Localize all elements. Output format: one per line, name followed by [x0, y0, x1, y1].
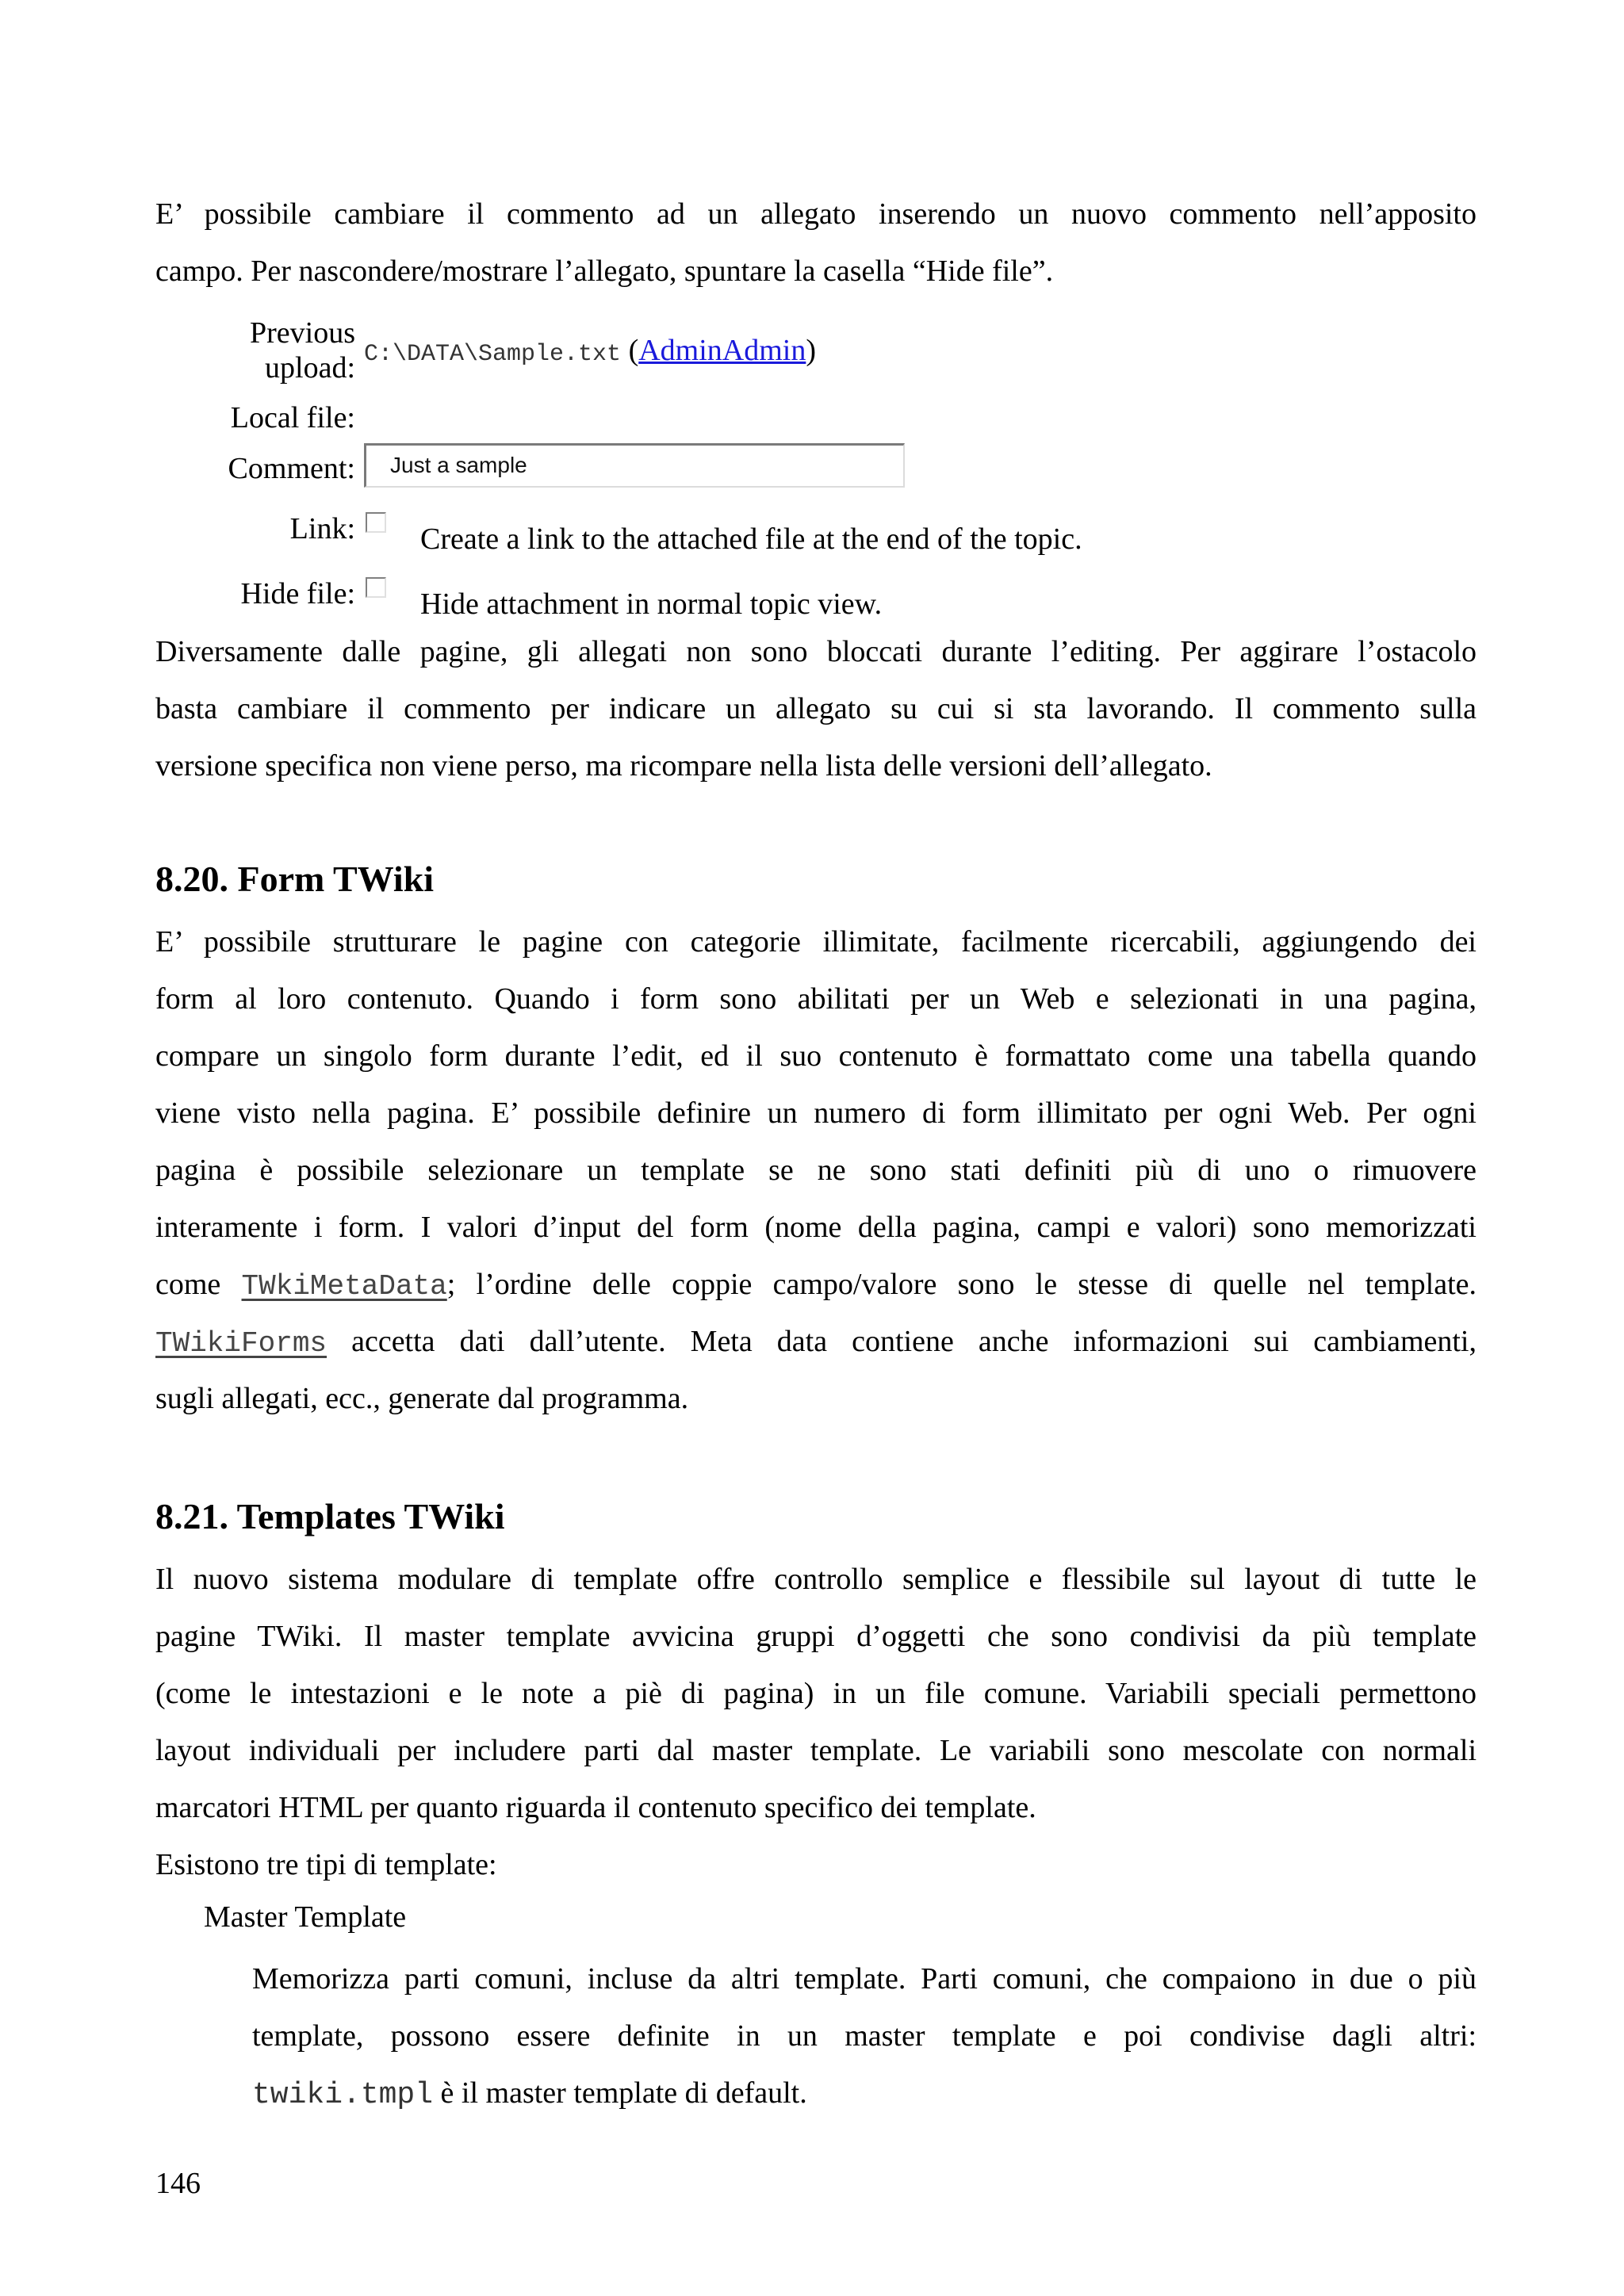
s821-line-2: pagine TWiki. Il master template avvicina gruppi d’oggetti che sono condivisi da più template: [155, 1620, 1477, 1653]
template-types-intro: Esistono tre tipi di template:: [155, 1848, 497, 1881]
hide-file-label: Hide file:: [240, 577, 355, 610]
attachment-locking-paragraph: [155, 623, 1477, 794]
local-file-label: Local file:: [230, 401, 355, 434]
s821-line-5: marcatori HTML per quanto riguarda il contenuto specifico dei template.: [155, 1791, 1036, 1824]
para2-line-2: basta cambiare il commento per indicare un allegato su cui si sta lavorando. Il commento sulla: [155, 692, 1477, 725]
s820-line-6: interamente i form. I valori d’input del form (nome della pagina, campi e valori) sono memorizzati: [155, 1211, 1477, 1244]
s821-line-1: Il nuovo sistema modulare di template offre controllo semplice e flessibile sul layout di tutte le: [155, 1563, 1477, 1596]
s820-line-1: E’ possibile strutturare le pagine con categorie illimitate, facilmente ricercabili, aggiungendo dei: [155, 925, 1477, 959]
hide-file-checkbox[interactable]: [366, 577, 386, 598]
s820-line-4: viene visto nella pagina. E’ possibile definire un numero di form illimitato per ogni Web. Per ogni: [155, 1096, 1477, 1130]
previous-upload-close-paren: ): [806, 334, 816, 367]
previous-upload-label: [250, 316, 355, 385]
twikiforms-link[interactable]: TWikiForms: [155, 1327, 327, 1360]
link-description: Create a link to the attached file at the end of the topic.: [420, 522, 1082, 556]
previous-upload-label-line1: Previous: [250, 316, 355, 350]
intro-line-1: E’ possibile cambiare il commento ad un allegato inserendo un nuovo commento nell’apposito: [155, 197, 1477, 231]
master-template-title: Master Template: [204, 1900, 407, 1934]
s820-line-8-post: accetta dati dall’utente. Meta data contiene anche informazioni sui cambiamenti,: [327, 1325, 1477, 1358]
section-820-heading: 8.20. Form TWiki: [155, 859, 434, 899]
twiki-tmpl-code: twiki.tmpl: [252, 2078, 434, 2112]
previous-upload-label-line2: upload:: [265, 351, 355, 385]
previous-upload-open-paren: (: [621, 334, 639, 367]
section-820-paragraph: [155, 913, 1477, 1427]
s820-line-7-pre: come: [155, 1268, 242, 1301]
section-821-paragraph: [155, 1551, 1477, 1893]
master-line-3: [252, 2064, 1477, 2122]
hide-file-description: Hide attachment in normal topic view.: [420, 587, 883, 621]
s820-line-8: [155, 1313, 1477, 1370]
s820-line-3: compare un singolo form durante l’edit, ed il suo contenuto è formattato come una tabella quando: [155, 1039, 1477, 1073]
s820-line-7-post: ; l’ordine delle coppie campo/valore sono le stesse di quelle nel template.: [446, 1268, 1477, 1301]
twkimetadata-link[interactable]: TWkiMetaData: [241, 1270, 447, 1303]
master-line-2: template, possono essere definite in un master template e poi condivise dagli altri:: [252, 2019, 1477, 2053]
s820-line-5: pagina è possibile selezionare un template se ne sono stati definiti più di uno o rimuovere: [155, 1154, 1477, 1187]
previous-upload-value: [364, 333, 816, 368]
page-number: 146: [155, 2167, 201, 2200]
para2-line-1: Diversamente dalle pagine, gli allegati non sono bloccati durante l’editing. Per aggirare l’ostacolo: [155, 635, 1477, 668]
intro-paragraph: [155, 186, 1477, 300]
s820-line-2: form al loro contenuto. Quando i form sono abilitati per un Web e selezionati in una pagina,: [155, 982, 1477, 1016]
s820-line-9: sugli allegati, ecc., generate dal programma.: [155, 1382, 689, 1415]
s821-line-3: (come le intestazioni e le note a piè di pagina) in un file comune. Variabili speciali permettono: [155, 1677, 1477, 1710]
link-checkbox[interactable]: [366, 512, 386, 533]
comment-input[interactable]: Just a sample: [364, 443, 905, 488]
master-line-1: Memorizza parti comuni, incluse da altri template. Parti comuni, che compaiono in due o più: [252, 1962, 1477, 1996]
link-label: Link:: [289, 512, 355, 545]
previous-upload-path: C:\DATA\Sample.txt: [364, 341, 622, 368]
intro-line-2: campo. Per nascondere/mostrare l’allegato, spuntare la casella “Hide file”.: [155, 254, 1054, 288]
comment-label: Comment:: [228, 452, 355, 485]
master-template-description: [252, 1950, 1477, 2122]
para2-line-3: versione specifica non viene perso, ma ricompare nella lista delle versioni dell’allegato.: [155, 749, 1212, 783]
s821-line-4: layout individuali per includere parti dal master template. Le variabili sono mescolate con normali: [155, 1734, 1477, 1767]
section-821-heading: 8.21. Templates TWiki: [155, 1496, 505, 1536]
previous-upload-user-link[interactable]: AdminAdmin: [638, 334, 806, 367]
s820-line-7: [155, 1256, 1477, 1313]
master-line-3-post: è il master template di default.: [433, 2076, 807, 2110]
